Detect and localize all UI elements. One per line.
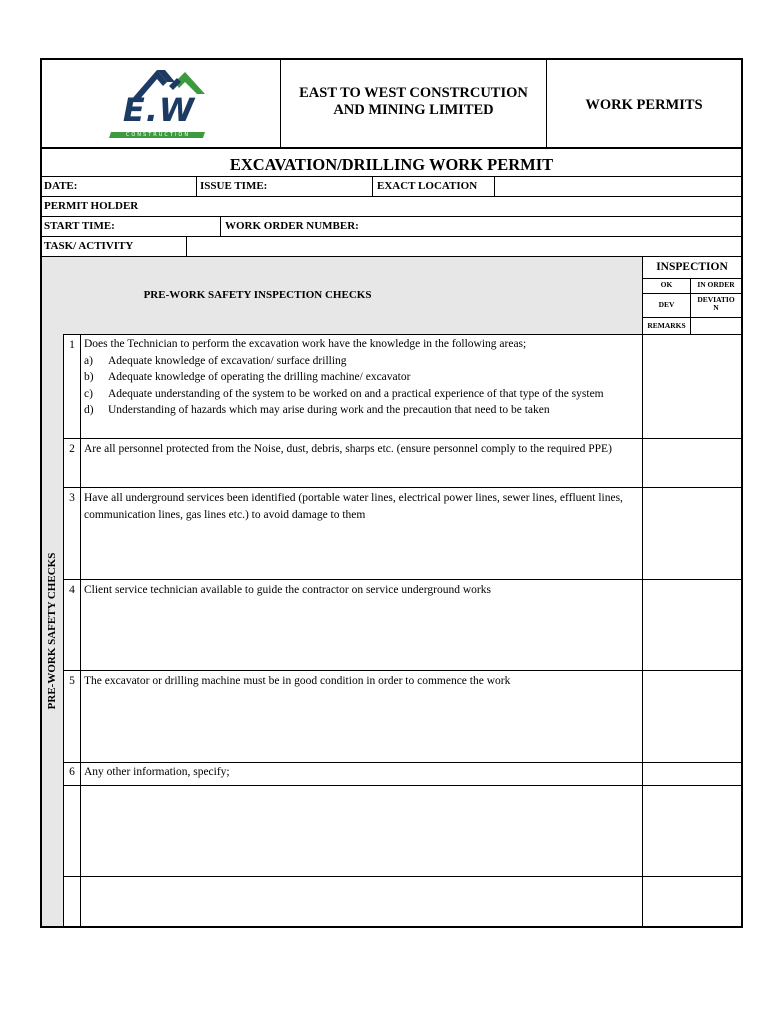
check-1-subitem-d [84, 402, 638, 419]
check-number-3: 3 [69, 492, 75, 504]
check-number-6: 6 [69, 766, 75, 778]
remarks-label: REMARKS [647, 321, 686, 330]
check-line-2 [63, 487, 743, 488]
check-line-top [63, 334, 743, 335]
check-text-3: Have all underground services been identified (portable water lines, electrical power lines, sewer lines, effluent lines, communication lines, gas lines etc.) to avoid damage to them [84, 492, 623, 521]
row-line-5 [40, 256, 743, 257]
row-line-4 [40, 236, 743, 237]
subitem-marker-b: b) [84, 371, 94, 383]
check-1-subitem-b [84, 369, 638, 386]
dev-label: DEV [658, 300, 675, 309]
check-line-4 [63, 670, 743, 671]
subitem-text-d: Understanding of hazards which may arise during work and the precaution that need to be taken [108, 404, 550, 416]
row-line-3 [40, 216, 743, 217]
check-text-5: The excavator or drilling machine must be in good condition in order to commence the work [84, 675, 511, 687]
date-divider [196, 176, 197, 196]
issue-time-label: ISSUE TIME: [200, 180, 268, 192]
inspection-line-3 [642, 317, 743, 318]
check-1-subitem-c [84, 386, 638, 403]
side-column-line [63, 334, 64, 928]
check-line-7 [63, 876, 743, 877]
check-number-4: 4 [69, 584, 75, 596]
check-number-5: 5 [69, 675, 75, 687]
ok-label: OK [660, 280, 673, 289]
check-text-4: Client service technician available to guide the contractor on service underground works [84, 584, 491, 596]
check-line-1 [63, 438, 743, 439]
permit-holder-label: PERMIT HOLDER [44, 200, 139, 212]
company-name-line-2: AND MINING LIMITED [333, 102, 494, 118]
exact-location-label: EXACT LOCATION [377, 180, 478, 192]
start-time-label: START TIME: [44, 220, 115, 232]
check-item-1 [84, 336, 638, 419]
company-logo [105, 64, 213, 140]
inspection-line-2 [642, 293, 743, 294]
check-line-6 [63, 785, 743, 786]
subitem-marker-a: a) [84, 354, 93, 367]
check-1-subitem-a [84, 353, 638, 370]
task-divider [186, 236, 187, 256]
subitem-marker-c: c) [84, 387, 93, 400]
inspection-column-line [642, 256, 643, 928]
check-line-3 [63, 579, 743, 580]
document-type: WORK PERMITS [585, 97, 703, 113]
work-order-label: WORK ORDER NUMBER: [225, 220, 359, 232]
number-column-line [80, 334, 81, 928]
start-time-divider [220, 216, 221, 236]
date-label: DATE: [44, 180, 78, 192]
task-activity-label: TASK/ ACTIVITY [44, 240, 134, 252]
subitem-text-c: Adequate understanding of the system to be worked on and a practical experience of that type of the system [108, 387, 604, 400]
location-divider [494, 176, 495, 196]
company-name [281, 85, 546, 119]
in-order-label: IN ORDER [697, 280, 735, 289]
inspection-section-title: PRE-WORK SAFETY INSPECTION CHECKS [143, 289, 372, 301]
inspection-header: INSPECTION [656, 261, 728, 273]
side-vertical-label: PRE-WORK SAFETY CHECKS [46, 552, 58, 710]
row-line-2 [40, 196, 743, 197]
logo-text: E.W [122, 91, 196, 129]
deviation-label [691, 296, 741, 312]
check-line-5 [63, 762, 743, 763]
check-number-2: 2 [69, 443, 75, 455]
issue-time-divider [372, 176, 373, 196]
logo-subtext: CONSTRUCTION [125, 132, 191, 138]
subitem-text-b: Adequate knowledge of operating the drilling machine/ excavator [108, 371, 411, 383]
check-text-1: Does the Technician to perform the excavation work have the knowledge in the following areas; [84, 338, 527, 350]
company-name-line-1: EAST TO WEST CONSTRCUTION [299, 85, 528, 101]
inspection-line-1 [642, 278, 743, 279]
deviation-line-1: DEVIATIO [697, 295, 735, 304]
subitem-text-a: Adequate knowledge of excavation/ surface drilling [108, 354, 347, 367]
subitem-marker-d: d) [84, 404, 94, 416]
header-bottom-line [40, 147, 743, 149]
check-text-6: Any other information, specify; [84, 766, 230, 778]
row-line-1 [40, 176, 743, 177]
check-number-1: 1 [69, 339, 75, 351]
check-text-2: Are all personnel protected from the Noise, dust, debris, sharps etc. (ensure personnel comply to the required PPE) [84, 443, 612, 455]
deviation-line-2: N [713, 303, 719, 312]
form-title: EXCAVATION/DRILLING WORK PERMIT [229, 155, 554, 174]
